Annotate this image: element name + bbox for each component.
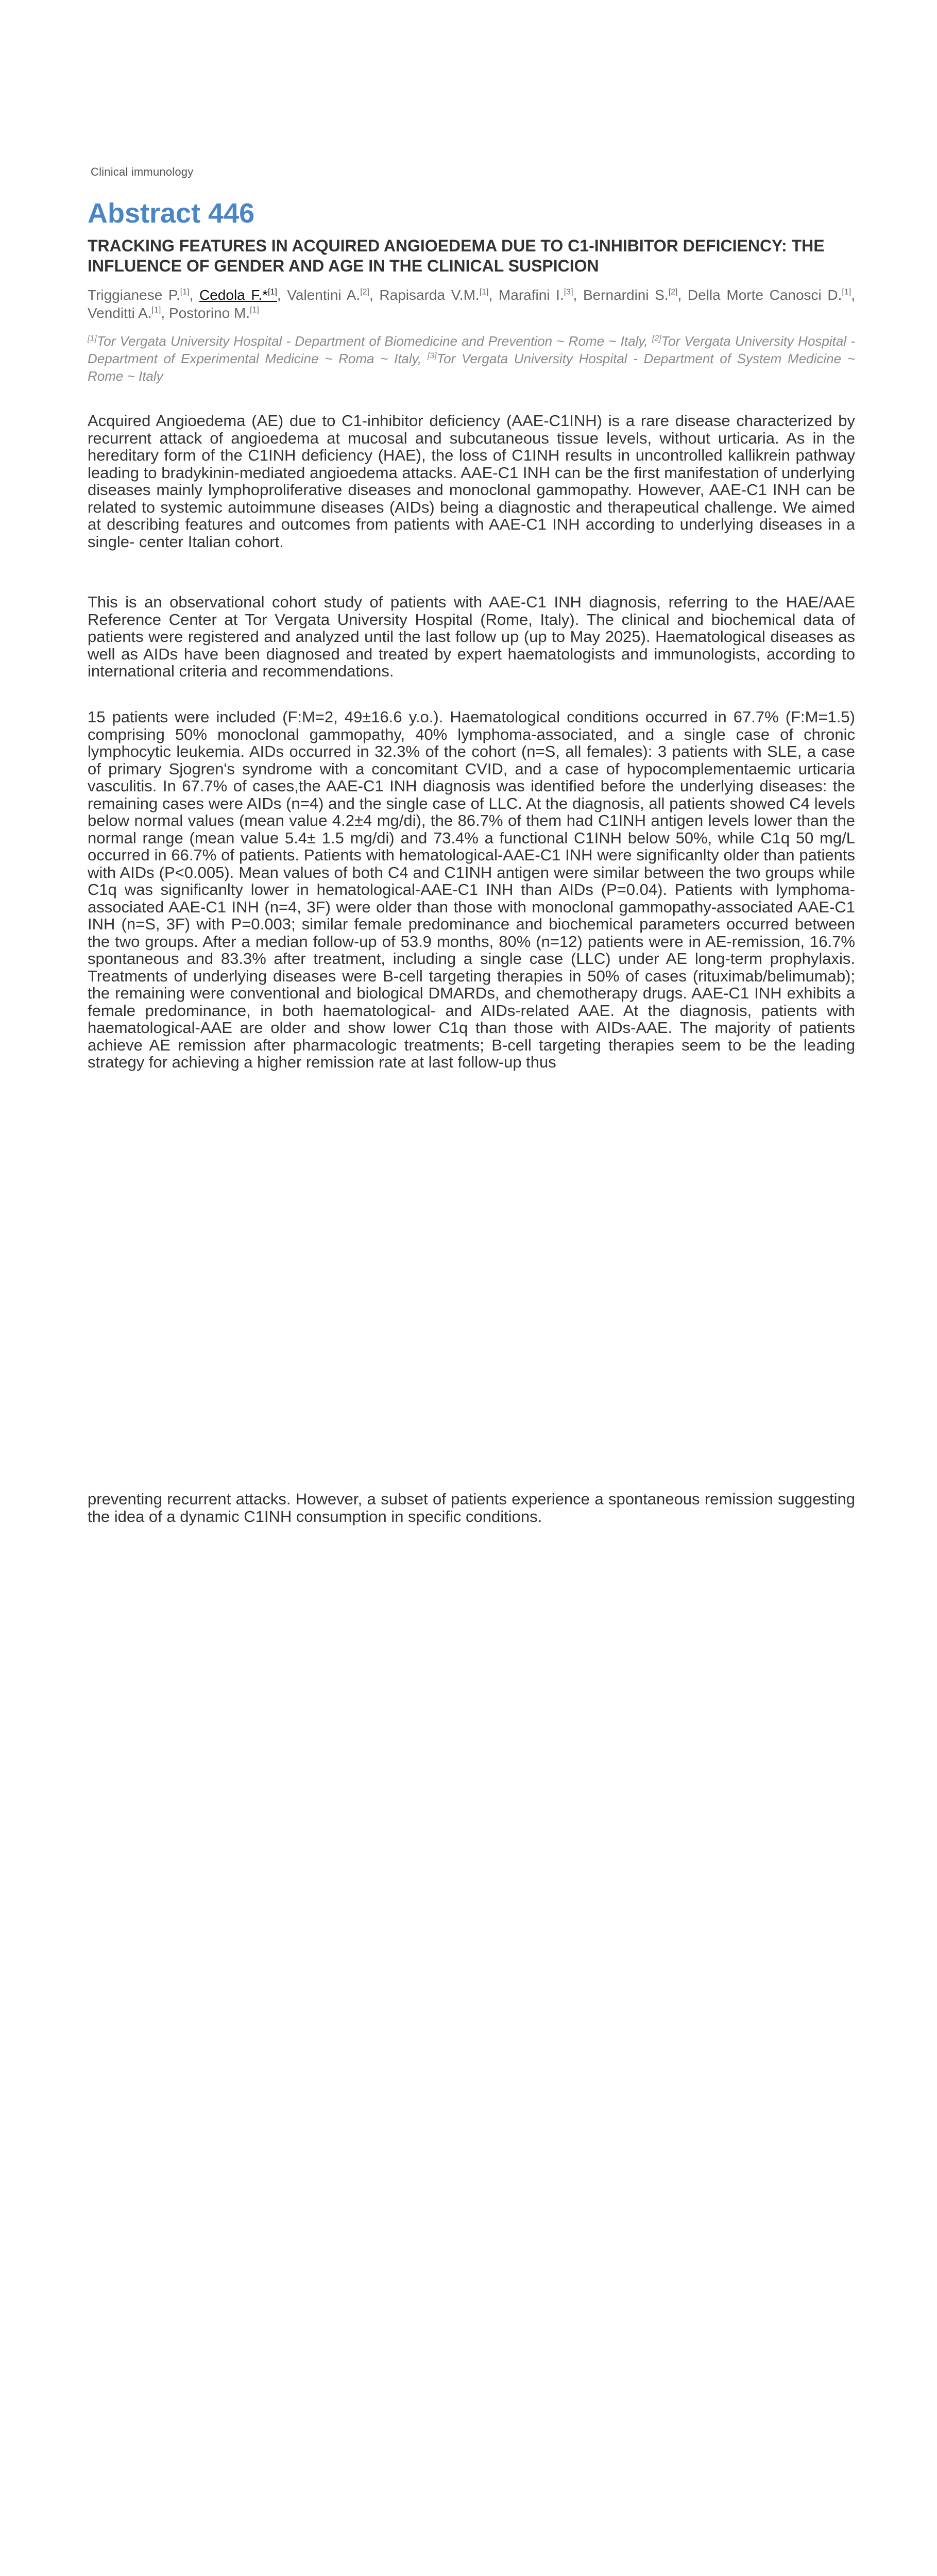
affiliation: [2]Tor Vergata University Hospital - Department of Experimental Medicine ~ Roma ~ Italy, bbox=[88, 333, 855, 366]
author: Triggianese P.[1] bbox=[88, 287, 190, 303]
author-presenting: Cedola F.*[1] bbox=[199, 287, 277, 303]
author: Venditti A.[1] bbox=[88, 305, 161, 321]
affiliation: [1]Tor Vergata University Hospital - Department of Biomedicine and Prevention ~ Rome ~ Italy, bbox=[88, 333, 652, 349]
abstract-number: Abstract 446 bbox=[88, 198, 255, 229]
affiliation: [3]Tor Vergata University Hospital - Department of System Medicine ~ Rome ~ Italy bbox=[88, 351, 856, 384]
results-paragraph: 15 patients were included (F:M=2, 49±16.6 y.o.). Haematological conditions occurred in 67.7% (F:M=1.5) comprising 50% monoclonal gammopathy, 40% lymphoma-associated, and a single case of chronic lymphocytic leukemia. AIDs occurred in 32.3% of the cohort (n=S, all females): 3 patients with SLE, a case of primary Sjogren's syndrome with a concomitant CVID, and a case of hypocomplementaemic urticaria vasculitis. In 67.7% of cases,the AAE-C1 INH diagnosis was identified before the underlying diseases: the remaining cases were AIDs (n=4) and the single case of LLC. At the diagnosis, all patients showed C4 levels below normal values (mean value 4.2±4 mg/di), the 86.7% of them had C1INH antigen levels lower than the normal range (mean value 5.4± 1.5 mg/di) and 73.4% a functional C1INH below 50%, while C1q 50 mg/L occurred in 66.7% of patients. Patients with hematological-AAE-C1 INH were significanlty older than patients with AIDs (P<0.005). Mean values of both C4 and C1INH antigen were similar between the two groups while C1q was significanlty lower in hematological-AAE-C1 INH than AIDs (P=0.04). Patients with lymphoma-associated AAE-C1 INH (n=4, 3F) were older than those with monoclonal gammopathy-associated AAE-C1 INH (n=S, 3F) with P=0.003; similar female predominance and biochemical parameters occurred between the two groups. After a median follow-up of 53.9 months, 80% (n=12) patients were in AE-remission, 16.7% spontaneous and 83.3% after treatment, including a single case (LLC) under AE long-term prophylaxis. Treatments of underlying diseases were B-cell targeting therapies in 50% of cases (rituximab/belimumab); the remaining were conventional and biological DMARDs, and chemotherapy drugs. AAE-C1 INH exhibits a female predominance, in both haematological- and AIDs-related AAE. At the diagnosis, patients with haematological-AAE are older and show lower C1q than those with AIDs-AAE. The majority of patients achieve AE remission after pharmacologic treatments; B-cell targeting therapies seem to be the leading strategy for achieving a higher remission rate at last follow-up thus bbox=[88, 708, 855, 1071]
author-list: Triggianese P.[1], Cedola F.*[1], Valentini A.[2], Rapisarda V.M.[1], Marafini I.[3], Bernardini S.[2], Della Morte Canosci D.[1], Venditti A.[1], Postorino M.[1] bbox=[88, 287, 855, 321]
affiliation-list bbox=[88, 332, 855, 385]
abstract-title: TRACKING FEATURES IN ACQUIRED ANGIOEDEMA DUE TO C1-INHIBITOR DEFICIENCY: THE INFLUENCE OF GENDER AND AGE IN THE CLINICAL SUSPICION bbox=[88, 236, 825, 275]
methods-paragraph: This is an observational cohort study of patients with AAE-C1 INH diagnosis, referring to the HAE/AAE Reference Center at Tor Vergata University Hospital (Rome, Italy). The clinical and biochemical data of patients were registered and analyzed until the last follow up (up to May 2025). Haematological diseases as well as AIDs have been diagnosed and treated by expert haematologists and immunologists, according to international criteria and recommendations. bbox=[88, 593, 855, 680]
author: Marafini I.[3] bbox=[498, 287, 573, 303]
introduction-paragraph: Acquired Angioedema (AE) due to C1-inhibitor deficiency (AAE-C1INH) is a rare disease characterized by recurrent attack of angioedema at mucosal and subcutaneous tissue levels, without urticaria. As in the hereditary form of the C1INH deficiency (HAE), the loss of C1INH results in uncontrolled kallikrein pathway leading to bradykinin-mediated angioedema attacks. AAE-C1 INH can be the first manifestation of underlying diseases mainly lymphoproliferative diseases and monoclonal gammopathy. However, AAE-C1 INH can be related to systemic autoimmune diseases (AIDs) being a diagnostic and therapeutical challenge. We aimed at describing features and outcomes from patients with AAE-C1 INH according to underlying diseases in a single- center Italian cohort. bbox=[88, 412, 855, 551]
author: Della Morte Canosci D.[1] bbox=[687, 287, 851, 303]
author: Bernardini S.[2] bbox=[583, 287, 678, 303]
author: Postorino M.[1] bbox=[168, 305, 259, 321]
author: Rapisarda V.M.[1] bbox=[379, 287, 489, 303]
conclusion-paragraph: preventing recurrent attacks. However, a subset of patients experience a spontaneous remission suggesting the idea of a dynamic C1INH consumption in specific conditions. bbox=[88, 1490, 855, 1526]
author: Valentini A.[2] bbox=[287, 287, 369, 303]
section-label: Clinical immunology bbox=[91, 165, 194, 178]
